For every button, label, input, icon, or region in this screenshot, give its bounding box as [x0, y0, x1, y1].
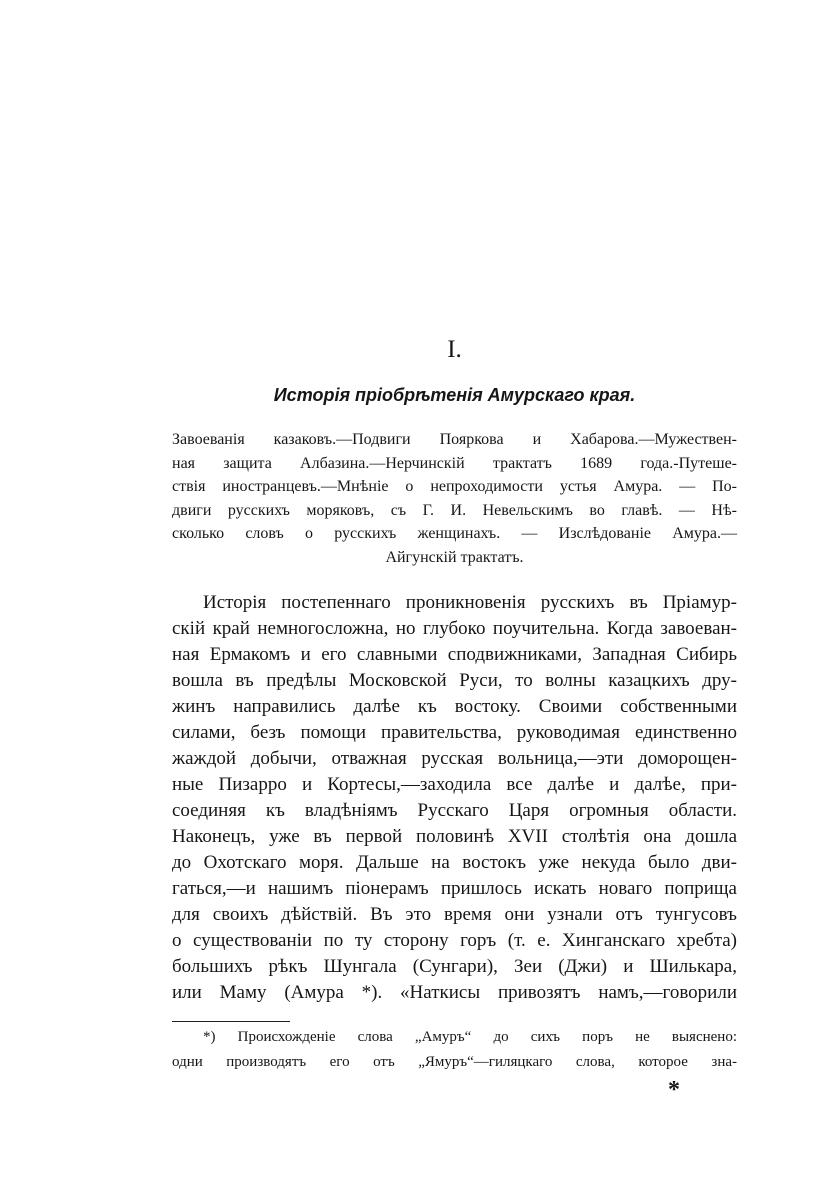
footnote-line: одни производятъ его отъ „Ямуръ“—гиляцкаго слова, которое зна- — [172, 1054, 737, 1070]
body-line: для своихъ дѣйствій. Въ это время они узнали отъ тунгусовъ — [172, 904, 737, 925]
body-line: о существованіи по ту сторону горъ (т. е. Хинганскаго хребта) — [172, 930, 737, 951]
body-line: силами, безъ помощи правительства, руководимая единственно — [172, 722, 737, 743]
body-line: до Охотскаго моря. Дальше на востокъ уже некуда было дви- — [172, 852, 737, 873]
summary-line: двиги русскихъ моряковъ, съ Г. И. Невельскимъ во главѣ. — Нѣ- — [172, 501, 737, 519]
summary-line: Завоеванія казаковъ.—Подвиги Пояркова и Хабарова.—Мужествен- — [172, 431, 737, 448]
footnote-rule — [172, 1021, 290, 1022]
summary-line: сколько словъ о русскихъ женщинахъ. — Изслѣдованіе Амура.— — [172, 525, 737, 543]
body-line: Исторія постепеннаго проникновенія русскихъ въ Пріамур- — [203, 592, 737, 613]
body-line: соединяя къ владѣніямъ Русскаго Царя огромныя области. — [172, 800, 737, 821]
body-line: или Маму (Амура *). «Наткисы привозятъ намъ,—говорили — [172, 982, 737, 1003]
body-line: жинъ направились далѣе къ востоку. Своими собственными — [172, 696, 737, 717]
summary-line: ствія иностранцевъ.—Мнѣніе о непроходимости устья Амура. — По- — [172, 478, 737, 496]
body-line: ные Пизарро и Кортесы,—заходила все далѣе и далѣе, при- — [172, 774, 737, 795]
body-line: скій край немногосложна, но глубоко поучительна. Когда завоеван- — [172, 618, 737, 639]
signature-mark: * — [668, 1077, 680, 1103]
body-line: гаться,—и нашимъ піонерамъ пришлось искать новаго поприща — [172, 878, 737, 899]
body-paragraph — [172, 590, 737, 1006]
body-line: большихъ рѣкъ Шунгала (Сунгари), Зеи (Джи) и Шилькара, — [172, 956, 737, 977]
footnote-line: *) Происхожденіе слова „Амуръ“ до сихъ поръ не выяснено: — [203, 1029, 737, 1045]
chapter-summary — [172, 428, 737, 570]
body-line: жаждой добычи, отважная русская вольница,—эти доморощен- — [172, 748, 737, 769]
chapter-title: Исторія пріобрѣтенія Амурскаго края. — [273, 385, 636, 405]
body-line: Наконецъ, уже въ первой половинѣ XVII столѣтія она дошла — [172, 826, 737, 847]
body-line: вошла въ предѣлы Московской Руси, то волны казацкихъ дру- — [172, 670, 737, 691]
footnote — [172, 1025, 737, 1075]
summary-line: Айгунскій трактатъ. — [385, 548, 524, 566]
summary-line: ная защита Албазина.—Нерчинскій трактатъ 1689 года.-Путеше- — [172, 454, 737, 472]
chapter-number: I. — [447, 336, 462, 363]
body-line: ная Ермакомъ и его славными сподвижниками, Западная Сибирь — [172, 644, 737, 665]
